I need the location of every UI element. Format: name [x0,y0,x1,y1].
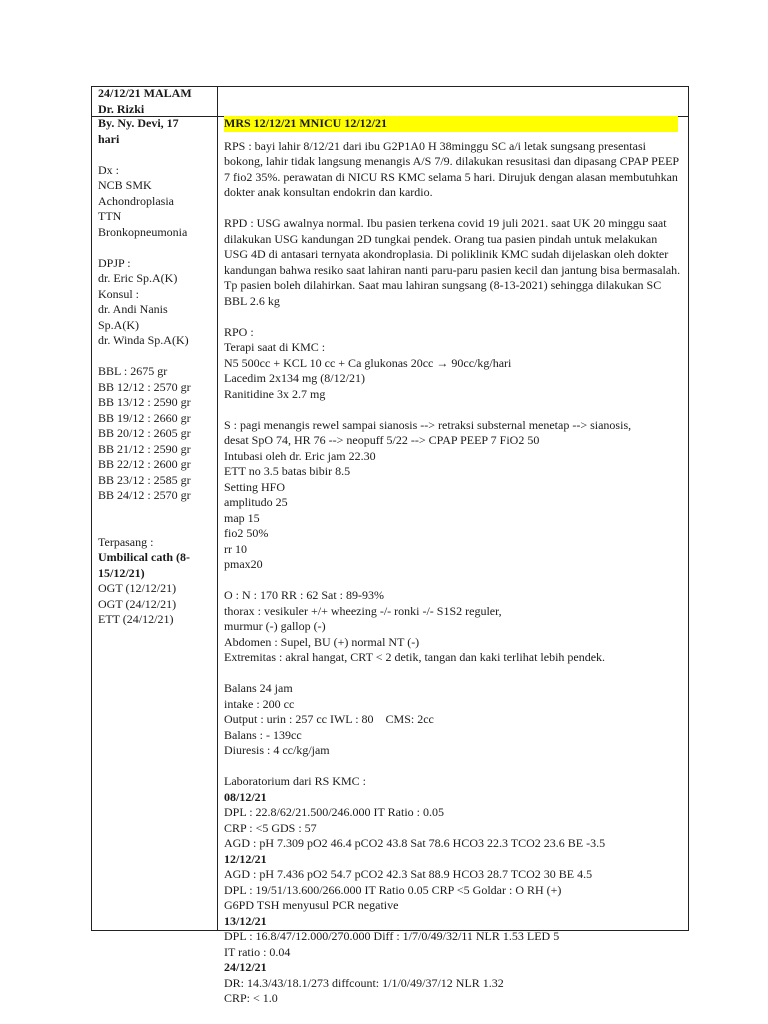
subjective-line: S : pagi menangis rewel sampai sianosis --> retraksi substernal menetap --> sianosis, [224,417,632,432]
subjective-line: fio2 50% [224,526,269,540]
table-border-left [91,86,92,931]
patient-name: By. Ny. Devi, 17 [98,116,179,130]
dx-item: TTN [98,209,122,223]
subjective-line: map 15 [224,510,260,525]
lab-result: CRP: < 1.0 [224,991,278,1005]
patient-age: hari [98,131,120,146]
weight-entry: BBL : 2675 gr [98,364,168,378]
konsul-doctor: Sp.A(K) [98,317,139,332]
dpjp-doctor: dr. Eric Sp.A(K) [98,271,178,285]
notes-table [91,86,689,1005]
rpd-paragraph: RPD : USG awalnya normal. Ibu pasien terkena covid 19 juli 2021. saat UK 20 minggu saat dilakukan USG kandungan 2D tungkai pendek. Orang tua pasien pindah untuk melakukan USG 4D di antasari ternyata akondroplasia. Di poliklinik KMC sudah dijelaskan oleh dokter kandungan bahwa resiko saat lahiran nanti paru-paru pasien kecil dan jantung bisa bermasalah. Tp pasien boleh dilahirkan. Saat mau lahiran sungsang (8-13-2021) sehingga dilakukan SC BBL 2.6 kg [224,216,681,308]
weight-entry: BB 22/12 : 2600 gr [98,457,191,471]
tube-entry: OGT (24/12/21) [98,596,177,611]
lab-result: DR: 14.3/43/18.1/273 diffcount: 1/1/0/49/37/12 NLR 1.32 [224,975,504,990]
dx-item: NCB SMK [98,178,152,192]
konsul-doctor: dr. Winda Sp.A(K) [98,333,189,347]
subjective-line: Setting HFO [224,479,286,494]
lab-result: CRP : <5 GDS : 57 [224,820,317,835]
dx-item: Achondroplasia [98,193,174,208]
terapi-item: Ranitidine 3x 2.7 mg [224,386,326,401]
table-border-right [688,86,689,931]
umbilical-cath-date: 15/12/21) [98,565,145,580]
lab-date: 24/12/21 [224,960,267,974]
balans-line: Balans 24 jam [224,681,293,695]
notes-column [224,116,684,1007]
objective-line: thorax : vesikuler +/+ wheezing -/- ronki -/- S1S2 reguler, [224,603,502,618]
header-cell [98,86,216,117]
objective-line: murmur (-) gallop (-) [224,619,326,633]
rps-paragraph: RPS : bayi lahir 8/12/21 dari ibu G2P1A0 H 38minggu SC a/i letak sungsang presentasi bokong, lahir tidak langsung menangis A/S 7/9. dilakukan resusitasi dan dipasang CPAP PEEP 7 fio2 35%. perawatan di NICU RS KMC selama 5 hari. Dirujuk dengan alasan membutuhkan dokter anak konsultan endokrin dan kardio. [224,138,679,199]
subjective-line: amplitudo 25 [224,495,288,509]
konsul-label: Konsul : [98,286,140,301]
subjective-line: rr 10 [224,541,247,556]
tube-entry: OGT (12/12/21) [98,581,177,595]
objective-line: Extremitas : akral hangat, CRT < 2 detik, tangan dan kaki terlihat lebih pendek. [224,650,606,664]
doctor-name: Dr. Rizki [98,101,145,116]
tube-entry: ETT (24/12/21) [98,612,174,626]
balans-line: Output : urin : 257 cc IWL : 80 CMS: 2cc [224,712,434,726]
weight-entry: BB 23/12 : 2585 gr [98,472,191,487]
weight-entry: BB 24/12 : 2570 gr [98,488,191,502]
subjective-line: desat SpO 74, HR 76 --> neopuff 5/22 --> CPAP PEEP 7 FiO2 50 [224,433,540,447]
lab-result: DPL : 22.8/62/21.500/246.000 IT Ratio : 0.05 [224,805,445,819]
balans-line: Diuresis : 4 cc/kg/jam [224,743,330,757]
subjective-line: Intubasi oleh dr. Eric jam 22.30 [224,448,376,463]
lab-result: IT ratio : 0.04 [224,944,291,959]
subjective-line: pmax20 [224,557,263,571]
lab-result: AGD : pH 7.309 pO2 46.4 pCO2 43.8 Sat 78.6 HCO3 22.3 TCO2 23.6 BE -3.5 [224,836,606,850]
lab-result: DPL : 16.8/47/12.000/270.000 Diff : 1/7/0/49/32/11 NLR 1.53 LED 5 [224,929,560,943]
column-divider [217,86,218,931]
balans-line: intake : 200 cc [224,696,295,711]
dx-item: Bronkopneumonia [98,224,188,239]
weight-entry: BB 21/12 : 2590 gr [98,441,191,456]
terapi-item: Lacedim 2x134 mg (8/12/21) [224,371,365,385]
dpjp-label: DPJP : [98,255,131,270]
balans-line: Balans : - 139cc [224,727,302,742]
weight-entry: BB 19/12 : 2660 gr [98,410,191,425]
mrs-title: MRS 12/12/21 MNICU 12/12/21 [224,116,678,132]
objective-line: Abdomen : Supel, BU (+) normal NT (-) [224,634,420,649]
patient-column [98,116,216,628]
konsul-doctor: dr. Andi Nanis [98,302,168,316]
objective-line: O : N : 170 RR : 62 Sat : 89-93% [224,588,385,602]
rpo-label: RPO : [224,324,254,339]
umbilical-cath: Umbilical cath (8- [98,550,190,564]
terapi-label: Terapi saat di KMC : [224,340,326,354]
lab-date: 12/12/21 [224,851,267,866]
lab-date: 08/12/21 [224,789,267,804]
terpasang-label: Terpasang : [98,534,154,549]
dx-label: Dx : [98,162,119,177]
weight-entry: BB 12/12 : 2570 gr [98,379,191,394]
lab-title: Laboratorium dari RS KMC : [224,774,366,788]
lab-result: G6PD TSH menyusul PCR negative [224,898,399,912]
weight-entry: BB 20/12 : 2605 gr [98,426,191,440]
lab-date: 13/12/21 [224,913,267,928]
weight-entry: BB 13/12 : 2590 gr [98,395,191,409]
date-shift: 24/12/21 MALAM [98,86,192,100]
terapi-item: N5 500cc + KCL 10 cc + Ca glukonas 20cc → 90cc/kg/hari [224,355,512,370]
lab-result: DPL : 19/51/13.600/266.000 IT Ratio 0.05 CRP <5 Goldar : O RH (+) [224,882,562,897]
lab-result: AGD : pH 7.436 pO2 54.7 pCO2 42.3 Sat 88.9 HCO3 28.7 TCO2 30 BE 4.5 [224,867,593,881]
subjective-line: ETT no 3.5 batas bibir 8.5 [224,464,351,478]
